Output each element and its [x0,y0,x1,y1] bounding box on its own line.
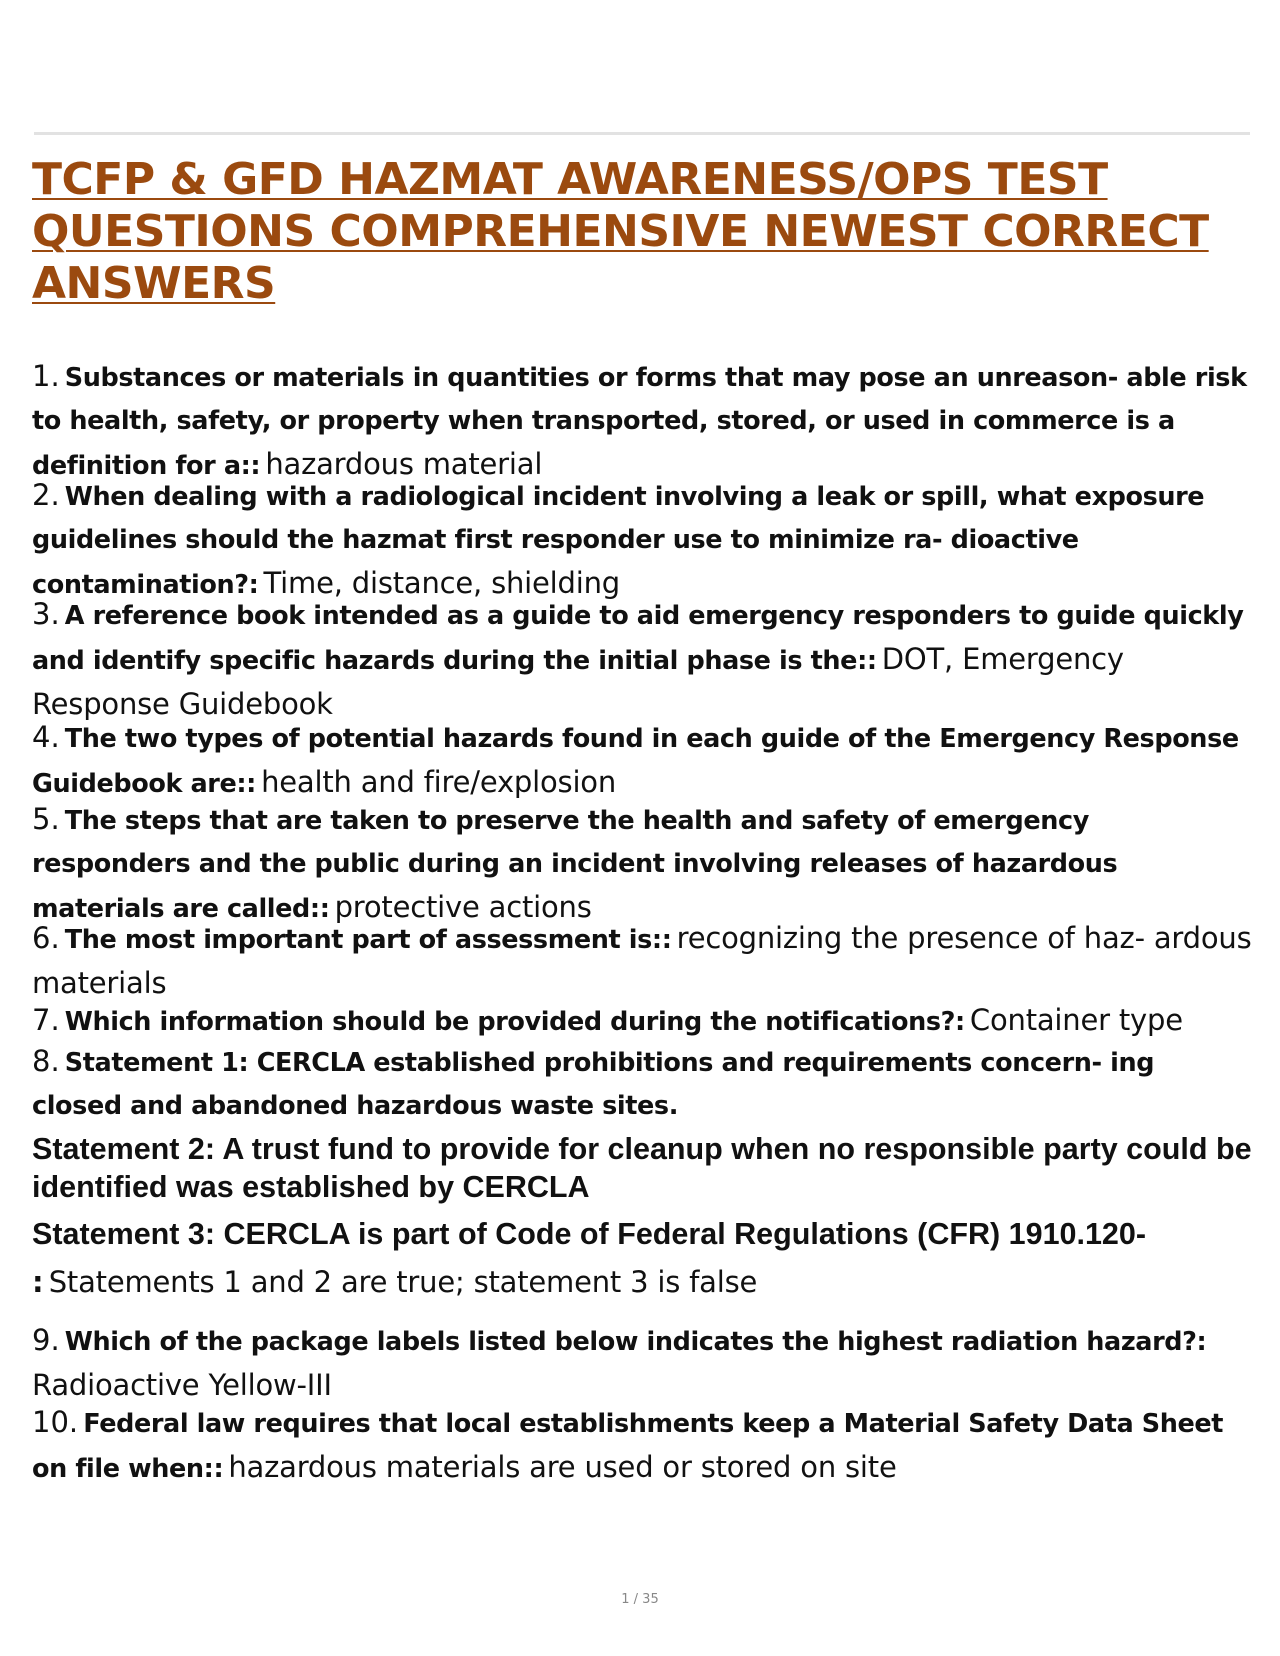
question-text: Statement 1: CERCLA established prohibitions and requirements concern- ing closed and abandoned hazardous waste sites. [32,1048,1155,1121]
question-number: 5. [32,802,60,836]
question-10 [32,1402,1252,1492]
question-8-answer [32,1262,1252,1307]
question-text: A reference book intended as a guide to aid emergency responders to guide quickly and identify specific hazards during the initial phase is the:: [32,601,1244,676]
document-title: TCFP & GFD HAZMAT AWARENESS/OPS TEST QUESTIONS COMPREHENSIVE NEWEST CORRECT ANSWERS [32,154,1209,309]
question-number: 6. [32,921,60,955]
question-text: Which information should be provided during the notifications?: [64,1007,965,1037]
page-number: 1 / 35 [621,1592,659,1607]
question-8 [32,1041,1252,1129]
statement-2: Statement 2: A trust fund to provide for cleanup when no responsible party could be identified was established by CERCLA [32,1132,1252,1204]
answer-text: Time, distance, shielding [263,566,620,600]
answer-text: recognizing the presence of haz- ardous materials [32,921,1252,1000]
question-text: The steps that are taken to preserve the health and safety of emergency responders and the public during an incident involving releases of hazardous materials are called:: [32,806,1118,924]
question-3 [32,594,1252,729]
question-number: 8. [32,1044,60,1078]
answer-text: health and fire/explosion [261,765,617,799]
answer-text: Statements 1 and 2 are true; statement 3 is false [48,1265,758,1299]
answer-text: hazardous materials are used or stored on site [228,1450,897,1484]
question-text: When dealing with a radiological incident involving a leak or spill, what exposure guidelines should the hazmat first responder use to minimize ra- dioactive contamination?: [32,482,1205,600]
header-rule [34,132,1250,135]
question-2 [32,475,1252,608]
question-text: Substances or materials in quantities or forms that may pose an unreason- able risk to health, safety, or property when transported, stored, or used in commerce is a definition for a:: [32,363,1247,481]
question-number: 3. [32,597,60,631]
answer-text: DOT, Emergency Response Guidebook [32,642,1124,721]
question-text: Which of the package labels listed below indicates the highest radiation hazard?: [64,1327,1207,1357]
question-4 [32,717,1252,807]
question-6 [32,918,1252,1008]
question-number: 4. [32,720,60,754]
question-number: 7. [32,1003,60,1037]
question-9 [32,1320,1252,1410]
question-text: The most important part of assessment is:: [64,925,672,955]
answer-text: Container type [969,1003,1183,1037]
answer-text: Radioactive Yellow-III [32,1368,332,1402]
question-1 [32,356,1252,489]
question-text: The two types of potential hazards found in each guide of the Emergency Response Guidebook are:: [32,724,1239,799]
answer-text: hazardous material [265,447,543,481]
question-number: 1. [32,359,60,393]
question-number: 9. [32,1323,60,1357]
answer-text: protective actions [334,890,592,924]
question-number: 10. [32,1405,79,1439]
statement-3: Statement 3: CERCLA is part of Code of Federal Regulations (CFR) 1910.120- [32,1217,1147,1251]
answer-colon: : [32,1265,44,1299]
question-text: Federal law requires that local establishments keep a Material Safety Data Sheet on file when:: [32,1409,1224,1484]
question-7 [32,1000,1252,1045]
question-number: 2. [32,478,60,512]
question-5 [32,799,1252,932]
